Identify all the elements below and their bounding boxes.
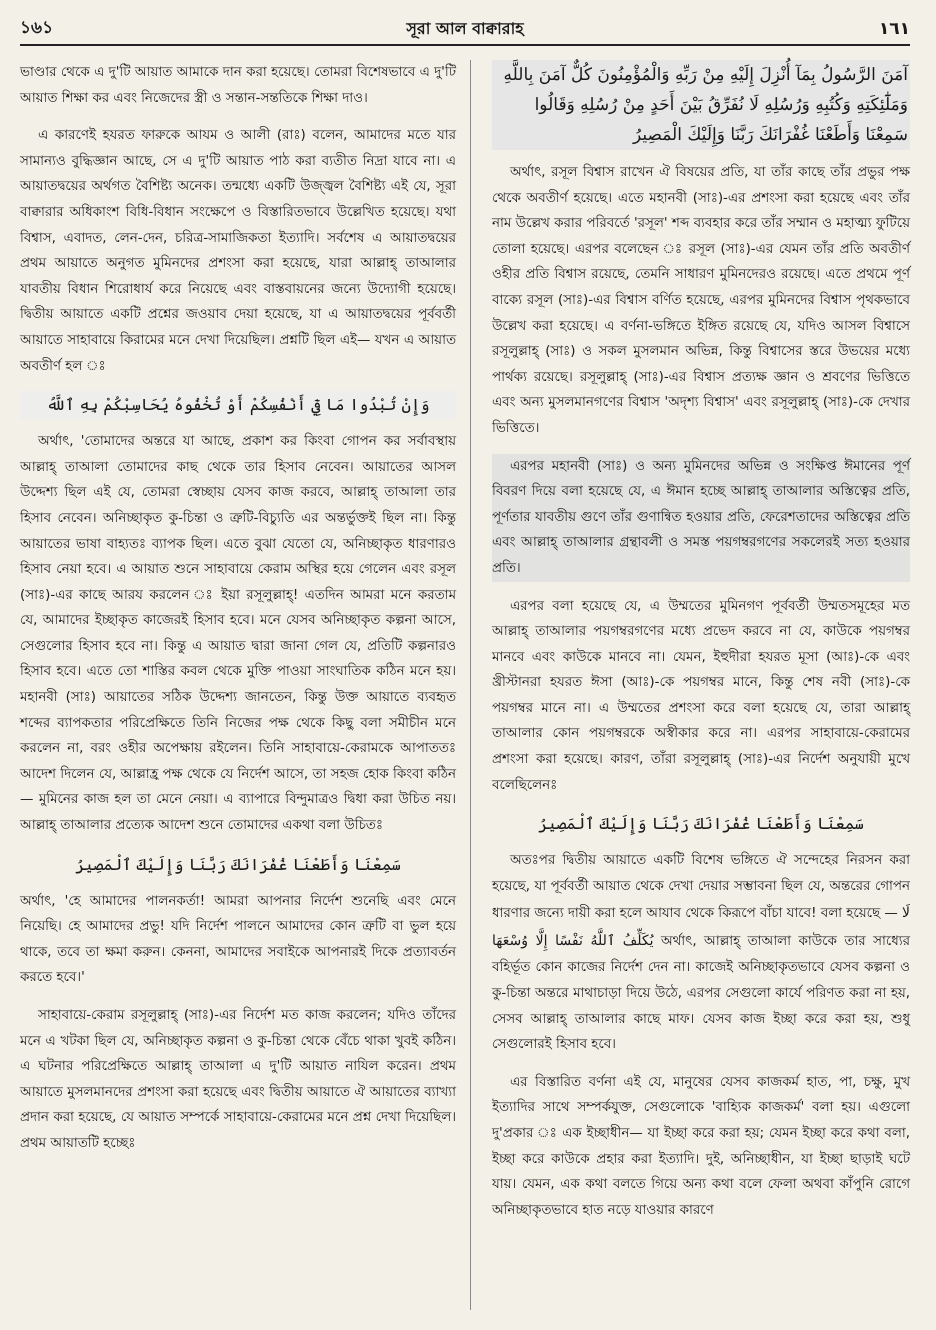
arabic-quote-4: لَا يُكَلِّفُ ٱللَّهُ نَفْسًا إِلَّا وُسْعَهَا — [492, 905, 911, 950]
surah-title: সূরা আল বাক্বারাহ — [406, 18, 524, 38]
page-header — [20, 14, 910, 46]
left-paragraph-2: এ কারণেই হযরত ফারুকে আযম ও আলী (রাঃ) বলেন, আমাদের মতে যার সামান্যও বুদ্ধিজ্ঞান আছে, সে এ দু'টি আয়াত পাঠ করা ব্যতীত নিদ্রা যাবে না। এ আয়াতদ্বয়ের অর্থগত বৈশিষ্ট্য অনেক। তন্মধ্যে একটি উজ্জ্বল বৈশিষ্ট্য এই যে, সূরা বাক্বারার অধিকাংশ বিধি-বিধান সংক্ষেপে ও বিস্তারিতভাবে উল্লেখিত হয়েছে। যথা বিশ্বাস, এবাদত, লেন-দেন, চরিত্র-সামাজিকতা ইত্যাদি। সর্বশেষ এ আয়াতদ্বয়ের প্রথম আয়াতে অনুগত মুমিনদের প্রশংসা করা হয়েছে, যারা আল্লাহ্ তাআলার যাবতীয় বিধান শিরোধার্য করে নিয়েছে এবং বাস্তবায়নের জন্যে উদ্যোগী হয়েছে। দ্বিতীয় আয়াতে একটি প্রশ্নের জওয়াব দেয়া হয়েছে, যা এ আয়াতদ্বয়ের পূর্ববর্তী আয়াতে সাহাবায়ে কিরামের মনে দেখা দিয়েছিল। প্রশ্নটি ছিল এই— যখন এ আয়াত অবতীর্ণ হল ঃ — [20, 128, 456, 374]
right-paragraph-2: এরপর মহানবী (সাঃ) ও অন্য মুমিনদের অভিন্ন ও সংক্ষিপ্ত ঈমানের পূর্ণ বিবরণ দিয়ে বলা হয়েছে যে, এ ঈমান হচ্ছে আল্লাহ্ তাআলার অস্তিত্বের প্রতি, পূর্ণতার যাবতীয় গুণে তাঁর গুণান্বিত হওয়ার প্রতি, ফেরেশতাদের অস্তিত্বের প্রতি এবং আল্লাহ্ তাআলার গ্রন্থাবলী ও সমস্ত পয়গম্বরগণের সকলেরই সত্য হওয়ার প্রতি। — [492, 454, 910, 582]
right-column — [492, 60, 910, 1235]
left-paragraph-4: সাহাবায়ে-কেরাম রসূলুল্লাহ্ (সাঃ)-এর নির্দেশ মত কাজ করলেন; যদিও তাঁদের মনে এ খটকা ছিল যে, অনিচ্ছাকৃত কল্পনা ও কু-চিন্তা থেকে বেঁচে থাকা খুবই কঠিন। এ ঘটনার পরিপ্রেক্ষিতে আল্লাহ্ তাআলা এ দু'টি আয়াত নাযিল করেন। প্রথম আয়াতে মুসলমানদের প্রশংসা করা হয়েছে এবং দ্বিতীয় আয়াতে ঐ আয়াতের ব্যাখ্যা প্রদান করা হয়েছে, যে আয়াত সম্পর্কে সাহাবায়ে-কেরামের মনে প্রশ্ন দেখা দিয়েছিল। প্রথম আয়াতটি হচ্ছেঃ — [20, 1008, 456, 1151]
right-paragraph-5: এর বিস্তারিত বর্ণনা এই যে, মানুষের যেসব কাজকর্ম হাত, পা, চক্ষু, মুখ ইত্যাদির সাথে সম্পর্কযুক্ত, সেগুলোকে 'বাহ্যিক কাজকর্ম' বলা হয়। এগুলো দু'প্রকার ঃ এক ইচ্ছাধীন— যা ইচ্ছা করে করা হয়; যেমন ইচ্ছা করে কথা বলা, ইচ্ছা করে কাউকে প্রহার করা ইত্যাদি। দুই, অনিচ্ছাধীন, যা ইচ্ছা ছাড়াই ঘটে যায়। যেমন, এক কথা বলতে গিয়ে অন্য কথা বলে ফেলা অথবা কাঁপুনি রোগে অনিচ্ছাকৃতভাবে হাত নড়ে যাওয়ার কারণে — [492, 1074, 910, 1218]
left-paragraph-3: অর্থাৎ, 'তোমাদের অন্তরে যা আছে, প্রকাশ কর কিংবা গোপন কর সর্বাবস্থায় আল্লাহ্ তাআলা তোমাদের কাছ থেকে তার হিসাব নেবেন। আয়াতের আসল উদ্দেশ্য ছিল এই যে, তোমরা স্বেচ্ছায় যেসব কাজ করবে, আল্লাহ্ তাআলা তার হিসাব নেবেন। অনিচ্ছাকৃত কু-চিন্তা ও ত্রুটি-বিচ্যুতি এর অন্তর্ভুক্তই ছিল না। কিন্তু আয়াতের ভাষা বাহ্যতঃ ব্যাপক ছিল। এতে বুঝা যেতো যে, অনিচ্ছাকৃত ধারণারও হিসাব নেয়া হবে। এ আয়াত শুনে সাহাবায়ে কেরাম অস্থির হয়ে গেলেন এবং রসূল (সাঃ)-এর কাছে আরয করলেন ঃ ইয়া রসূলুল্লাহ্! এতদিন আমরা মনে করতাম যে, আমাদের ইচ্ছাকৃত কাজেরই হিসাব হবে। মনে যেসব অনিচ্ছাকৃত কল্পনা আসে, সেগুলোর হিসাব হবে না। কিন্তু এ আয়াত দ্বারা জানা গেল যে, প্রতিটি কল্পনারও হিসাব হবে। এতে তো শাস্তির কবল থেকে মুক্তি পাওয়া সাংঘাতিক কঠিন মনে হয়। মহানবী (সাঃ) আয়াতের সঠিক উদ্দেশ্য জানতেন, কিন্তু উক্ত আয়াতে ব্যবহৃত শব্দের ব্যাপকতার পরিপ্রেক্ষিতে তিনি নিজের পক্ষ থেকে কিছু বলা সমীচীন মনে করলেন না, বরং ওহীর অপেক্ষায় রইলেন। তিনি সাহাবায়ে-কেরামকে আপাততঃ আদেশ দিলেন যে, আল্লাহ্র পক্ষ থেকে যে নির্দেশ আসে, তা সহজ হোক কিংবা কঠিন— মুমিনের কাজ হল তা মেনে নেয়া। এ ব্যাপারে বিন্দুমাত্রও দ্বিধা করা উচিত নয়। আল্লাহ্ তাআলার প্রত্যেক আদেশ শুনে তোমাদের একথা বলা উচিতঃ — [20, 434, 456, 834]
arabic-quote-1: وَإِنْ تُبْدُوا مَا فِيٓ أَنْفُسِكُمْ أَوْ تُخْفُوهُ يُحَاسِبْكُمْ بِهِ ٱللَّهُ — [20, 391, 456, 419]
column-divider — [470, 60, 471, 1310]
right-paragraph-3: এরপর বলা হয়েছে যে, এ উম্মতের মুমিনগণ পূর্ববর্তী উম্মতসমূহের মত আল্লাহ্ তাআলার পয়গম্বরগণের মধ্যে প্রভেদ করবে না যে, কাউকে পয়গম্বর মানবে এবং কাউকে মানবে না। যেমন, ইহুদীরা হযরত মূসা (আঃ)-কে এবং খ্রীস্টানরা হযরত ঈসা (আঃ)-কে পয়গম্বর মানে, কিন্তু শেষ নবী (সাঃ)-কে পয়গম্বর মানে না। এ উম্মতের প্রশংসা করে বলা হয়েছে যে, তারা আল্লাহ্ তাআলার কোন পয়গম্বরকে অস্বীকার করে না। এরপর সাহাবায়ে-কেরামের প্রশংসা করা হয়েছে। কারণ, তাঁরা রসূলুল্লাহ্ (সাঃ)-এর নির্দেশ অনুযায়ী মুখে বলেছিলেনঃ — [492, 598, 910, 793]
left-paragraph-3b: অর্থাৎ, 'হে আমাদের পালনকর্তা! আমরা আপনার নির্দেশ শুনেছি এবং মেনে নিয়েছি। হে আমাদের প্রভু! যদি নির্দেশ পালনে আমাদের কোন ত্রুটি বা ভুল হয়ে থাকে, তবে তা ক্ষমা করুন। কেননা, আমাদের সবাইকে আপনারই দিকে প্রত্যাবর্তন করতে হবে।' — [20, 893, 456, 986]
page-number-bengali: ১৬১ — [20, 18, 54, 38]
left-column — [20, 60, 456, 1235]
arabic-verse-block: آمَنَ الرَّسُولُ بِمَآ أُنْزِلَ إِلَيْهِ مِنْ رَبِّهِ وَالْمُؤْمِنُونَ كُلٌّ آمَنَ بِاللَّهِ وَمَلَٰٓئِكَتِهِ وَكُتُبِهِ وَرُسُلِهِ لَا نُفَرِّقُ بَيْنَ أَحَدٍ مِنْ رُسُلِهِ وَقَالُوا سَمِعْنَا وَأَطَعْنَا غُفْرَانَكَ رَبَّنَا وَإِلَيْكَ الْمَصِيرُ — [492, 60, 910, 150]
right-paragraph-1: অর্থাৎ, রসূল বিশ্বাস রাখেন ঐ বিষয়ের প্রতি, যা তাঁর কাছে তাঁর প্রভুর পক্ষ থেকে অবতীর্ণ হয়েছে। এতে মহানবী (সাঃ)-এর প্রশংসা করা হয়েছে এবং তাঁর নাম উল্লেখ করার পরিবর্তে 'রসূল' শব্দ ব্যবহার করে তাঁর সম্মান ও মহাত্ম্য ফুটিয়ে তোলা হয়েছে। এরপর বলেছেন ঃ রসূল (সাঃ)-এর যেমন তাঁর প্রতি অবতীর্ণ ওহীর প্রতি বিশ্বাস রয়েছে, তেমনি সাধারণ মুমিনদেরও রয়েছে। এতে প্রথমে পূর্ণ বাক্যে রসূল (সাঃ)-এর বিশ্বাস বর্ণিত হয়েছে, এরপর মুমিনদের বিশ্বাস পৃথকভাবে উল্লেখ করা হয়েছে। এ বর্ণনা-ভঙ্গিতে ইঙ্গিত রয়েছে যে, যদিও আসল বিশ্বাসে রসূলুল্লাহ্ (সাঃ) ও সকল মুসলমান অভিন্ন, কিন্তু বিশ্বাসের স্তরে উভয়ের মধ্যে পার্থক্য রয়েছে। রসূলুল্লাহ্ (সাঃ)-এর বিশ্বাস প্রত্যক্ষ জ্ঞান ও শ্রবণের ভিত্তিতে এবং অন্য মুসলমানগণের বিশ্বাস 'অদৃশ্য বিশ্বাস' এবং রসূলুল্লাহ্ (সাঃ)-কে দেখার ভিত্তিতে। — [492, 165, 910, 436]
two-column-body — [20, 60, 910, 1235]
arabic-quote-3: سَمِعْنَا وَأَطَعْنَا غُفْرَانَكَ رَبَّنَا وَإِلَيْكَ ٱلْمَصِيرُ — [538, 814, 864, 834]
right-paragraph-4 — [492, 848, 910, 1058]
page-number-arabic: ١٦١ — [878, 19, 910, 39]
right-paragraph-4b: অর্থাৎ, আল্লাহ্ তাআলা কাউকে তার সাধ্যের বহির্ভূত কোন কাজের নির্দেশ দেন না। কাজেই অনিচ্ছাকৃতভাবে যেসব কল্পনা ও কু-চিন্তা অন্তরে মাথাচাড়া দিয়ে উঠে, এরপর সেগুলো কার্যে পরিণত করা না হয়, সেসব আল্লাহ্ তাআলার কাছে মাফ। যেসব কাজ ইচ্ছা করে করা হয়, শুধু সেগুলোরই হিসাব হবে। — [492, 934, 910, 1053]
right-paragraph-4a: অতঃপর দ্বিতীয় আয়াতে একটি বিশেষ ভঙ্গিতে ঐ সন্দেহের নিরসন করা হয়েছে, যা পূর্ববর্তী আয়াত থেকে দেখা দেয়ার সম্ভাবনা ছিল যে, অন্তরের গোপন ধারণার জন্যে দায়ী করা হলে আযাব থেকে কিরূপে বাঁচা যাবে! বলা হয়েছে — — [492, 853, 910, 922]
left-paragraph-1: ভাণ্ডার থেকে এ দু'টি আয়াত আমাকে দান করা হয়েছে। তোমরা বিশেষভাবে এ দু'টি আয়াত শিক্ষা কর এবং নিজেদের স্ত্রী ও সন্তান-সন্ততিকে শিক্ষা দাও। — [20, 65, 456, 106]
arabic-quote-2: سَمِعْنَا وَأَطَعْنَا غُفْرَانَكَ رَبَّنَا وَإِلَيْكَ ٱلْمَصِيرُ — [75, 854, 401, 874]
